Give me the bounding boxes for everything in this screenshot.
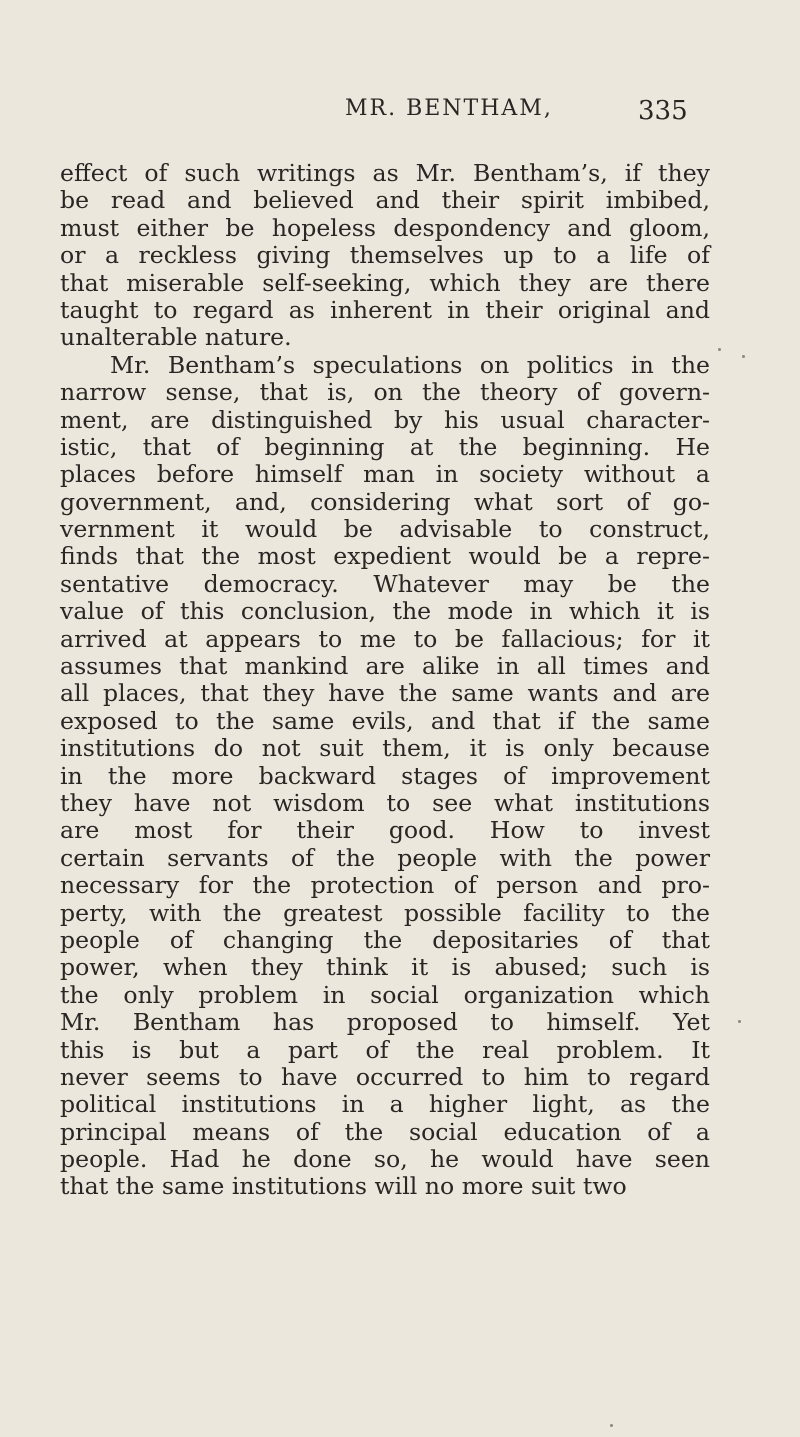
text-line: Mr. Bentham has proposed to himself. Yet	[60, 1008, 710, 1037]
text-line: people. Had he done so, he would have seen	[60, 1145, 710, 1174]
text-line: that the same institutions will no more suit two	[60, 1172, 627, 1201]
text-line: that miserable self-seeking, which they are there	[60, 268, 710, 297]
text-line: effect of such writings as Mr. Bentham’s, if they	[60, 159, 710, 187]
text-line: ment, are distinguished by his usual character-	[60, 405, 710, 434]
text-line: taught to regard as inherent in their original and	[60, 295, 710, 324]
paper-speck	[718, 348, 721, 351]
text-line: Mr. Bentham’s speculations on politics in the	[110, 350, 710, 379]
text-line: power, when they think it is abused; such is	[60, 953, 710, 982]
text-line: value of this conclusion, the mode in which it is	[60, 597, 710, 626]
running-head: MR. BENTHAM,	[345, 96, 553, 121]
paragraph	[60, 352, 710, 1201]
text-line: certain servants of the people with the power	[60, 843, 710, 872]
paper-speck	[610, 1424, 613, 1427]
paragraph	[60, 160, 710, 352]
text-line: institutions do not suit them, it is only because	[60, 734, 710, 763]
text-line: all places, that they have the same wants and are	[60, 679, 710, 708]
text-line: vernment it would be advisable to construct,	[60, 515, 710, 544]
text-line: arrived at appears to me to be fallacious; for it	[60, 624, 710, 653]
text-line: the only problem in social organization which	[60, 980, 710, 1009]
text-line: necessary for the protection of person and pro-	[60, 871, 710, 900]
text-line: assumes that mankind are alike in all times and	[60, 652, 710, 681]
paper-speck	[738, 1020, 741, 1023]
text-line: this is but a part of the real problem. It	[60, 1035, 710, 1064]
body-text	[60, 160, 710, 1201]
page-number: 335	[638, 96, 688, 126]
text-line: in the more backward stages of improvement	[60, 761, 710, 790]
text-line: they have not wisdom to see what institutions	[60, 788, 710, 817]
text-line: istic, that of beginning at the beginning. He	[60, 432, 710, 461]
text-line: be read and believed and their spirit imbibed,	[60, 186, 710, 215]
paper-speck	[742, 355, 745, 358]
text-line: never seems to have occurred to him to regard	[60, 1062, 710, 1091]
text-line: principal means of the social education of a	[60, 1117, 710, 1146]
text-line: places before himself man in society without a	[60, 460, 710, 489]
text-line: or a reckless giving themselves up to a life of	[60, 241, 710, 270]
text-line: political institutions in a higher light, as the	[60, 1090, 710, 1119]
text-line: perty, with the greatest possible facility to the	[60, 898, 710, 927]
text-line: sentative democracy. Whatever may be the	[60, 569, 710, 598]
text-line: finds that the most expedient would be a repre-	[60, 542, 710, 571]
text-line: government, and, considering what sort of go-	[60, 487, 710, 516]
text-line: exposed to the same evils, and that if the same	[60, 706, 710, 735]
text-line: narrow sense, that is, on the theory of govern-	[60, 378, 710, 407]
text-line: unalterable nature.	[60, 323, 292, 352]
text-line: people of changing the depositaries of that	[60, 925, 710, 954]
text-line: are most for their good. How to invest	[60, 816, 710, 845]
text-line: must either be hopeless despondency and gloom,	[60, 213, 710, 242]
page-header	[0, 96, 800, 136]
